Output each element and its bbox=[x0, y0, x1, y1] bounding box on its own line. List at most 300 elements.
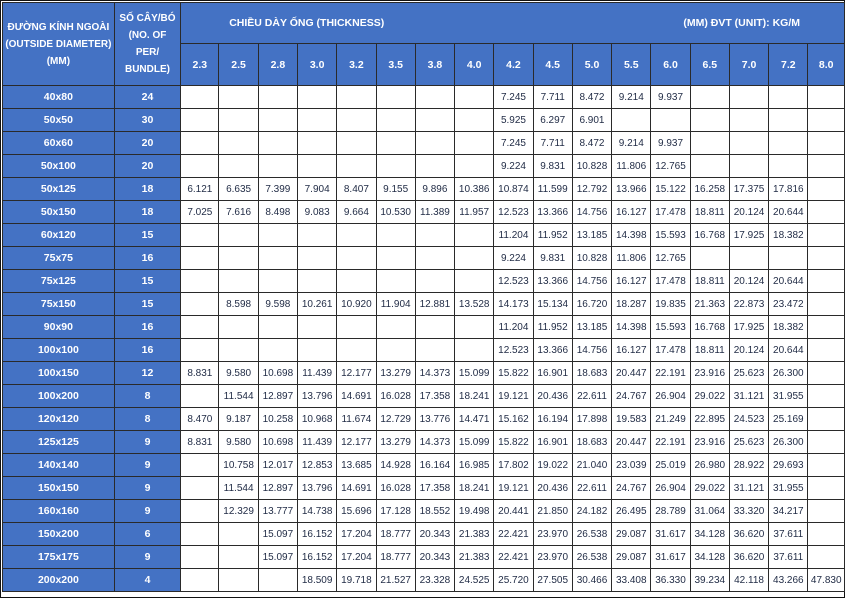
weight-cell: 29.087 bbox=[612, 523, 651, 546]
weight-cell: 13.685 bbox=[337, 454, 376, 477]
weight-cell: 13.796 bbox=[298, 385, 337, 408]
weight-cell: 21.363 bbox=[690, 293, 729, 316]
weight-cell: 22.191 bbox=[651, 362, 690, 385]
weight-cell: 8.831 bbox=[181, 362, 219, 385]
weight-cell bbox=[219, 155, 258, 178]
weight-cell bbox=[258, 569, 297, 592]
bundle-count-header-line: (NO. OF bbox=[128, 30, 167, 41]
weight-cell: 12.177 bbox=[337, 431, 376, 454]
table-row bbox=[3, 293, 845, 316]
weight-cell bbox=[729, 109, 768, 132]
weight-cell bbox=[219, 132, 258, 155]
thickness-title-cell bbox=[181, 3, 845, 44]
weight-cell: 21.383 bbox=[455, 546, 494, 569]
weight-cell bbox=[298, 224, 337, 247]
weight-cell: 9.187 bbox=[219, 408, 258, 431]
weight-cell bbox=[298, 270, 337, 293]
weight-cell bbox=[337, 86, 376, 109]
weight-cell: 8.831 bbox=[181, 431, 219, 454]
weight-cell: 9.896 bbox=[415, 178, 454, 201]
weight-cell bbox=[769, 247, 808, 270]
weight-cell: 15.822 bbox=[494, 431, 533, 454]
bundle-count-cell: 6 bbox=[114, 523, 180, 546]
weight-cell: 17.375 bbox=[729, 178, 768, 201]
weight-cell: 11.204 bbox=[494, 224, 533, 247]
weight-cell: 9.664 bbox=[337, 201, 376, 224]
weight-cell bbox=[181, 454, 219, 477]
weight-cell bbox=[181, 546, 219, 569]
weight-cell bbox=[298, 247, 337, 270]
weight-cell: 17.358 bbox=[415, 477, 454, 500]
weight-cell: 18.552 bbox=[415, 500, 454, 523]
thickness-column-header: 4.5 bbox=[533, 44, 572, 86]
weight-cell: 12.853 bbox=[298, 454, 337, 477]
weight-cell: 12.897 bbox=[258, 477, 297, 500]
weight-cell bbox=[181, 224, 219, 247]
weight-cell bbox=[376, 155, 415, 178]
bundle-count-cell: 9 bbox=[114, 546, 180, 569]
bundle-count-cell: 8 bbox=[114, 385, 180, 408]
weight-cell bbox=[415, 247, 454, 270]
weight-cell: 13.528 bbox=[455, 293, 494, 316]
weight-cell: 12.729 bbox=[376, 408, 415, 431]
bundle-count-cell: 30 bbox=[114, 109, 180, 132]
weight-cell: 10.698 bbox=[258, 431, 297, 454]
weight-cell: 36.330 bbox=[651, 569, 690, 592]
weight-cell: 14.398 bbox=[612, 224, 651, 247]
weight-cell: 19.121 bbox=[494, 385, 533, 408]
bundle-count-cell: 9 bbox=[114, 500, 180, 523]
weight-cell: 12.897 bbox=[258, 385, 297, 408]
weight-cell: 17.816 bbox=[769, 178, 808, 201]
weight-cell: 20.124 bbox=[729, 201, 768, 224]
weight-cell bbox=[769, 155, 808, 178]
weight-cell: 17.204 bbox=[337, 523, 376, 546]
weight-cell: 12.881 bbox=[415, 293, 454, 316]
thickness-column-header: 6.5 bbox=[690, 44, 729, 86]
weight-cell: 15.593 bbox=[651, 224, 690, 247]
bundle-count-cell: 16 bbox=[114, 339, 180, 362]
outside-diameter-cell: 50x50 bbox=[3, 109, 115, 132]
weight-cell bbox=[769, 132, 808, 155]
weight-cell: 15.822 bbox=[494, 362, 533, 385]
weight-cell: 10.698 bbox=[258, 362, 297, 385]
weight-cell: 20.436 bbox=[533, 385, 572, 408]
outside-diameter-cell: 150x200 bbox=[3, 523, 115, 546]
weight-cell: 13.185 bbox=[572, 224, 611, 247]
weight-cell: 19.022 bbox=[533, 454, 572, 477]
table-row bbox=[3, 408, 845, 431]
outside-diameter-cell: 50x100 bbox=[3, 155, 115, 178]
weight-cell: 18.683 bbox=[572, 431, 611, 454]
weight-cell: 39.234 bbox=[690, 569, 729, 592]
weight-cell bbox=[219, 339, 258, 362]
weight-cell: 17.925 bbox=[729, 224, 768, 247]
weight-cell bbox=[219, 523, 258, 546]
weight-cell: 22.611 bbox=[572, 385, 611, 408]
weight-cell bbox=[337, 247, 376, 270]
weight-cell: 10.530 bbox=[376, 201, 415, 224]
weight-cell bbox=[258, 109, 297, 132]
weight-cell bbox=[415, 86, 454, 109]
bundle-count-cell: 16 bbox=[114, 247, 180, 270]
weight-cell: 22.895 bbox=[690, 408, 729, 431]
thickness-column-header: 4.0 bbox=[455, 44, 494, 86]
weight-cell bbox=[181, 247, 219, 270]
weight-cell bbox=[415, 155, 454, 178]
bundle-count-cell: 15 bbox=[114, 270, 180, 293]
weight-cell: 11.544 bbox=[219, 385, 258, 408]
weight-cell: 14.756 bbox=[572, 201, 611, 224]
weight-cell bbox=[376, 316, 415, 339]
weight-cell: 16.152 bbox=[298, 546, 337, 569]
weight-cell: 16.152 bbox=[298, 523, 337, 546]
weight-cell: 26.300 bbox=[769, 431, 808, 454]
outside-diameter-cell: 40x80 bbox=[3, 86, 115, 109]
weight-cell bbox=[690, 86, 729, 109]
weight-cell bbox=[376, 224, 415, 247]
weight-cell: 17.128 bbox=[376, 500, 415, 523]
weight-cell bbox=[258, 316, 297, 339]
table-row bbox=[3, 500, 845, 523]
weight-cell: 13.366 bbox=[533, 270, 572, 293]
thickness-column-header: 5.0 bbox=[572, 44, 611, 86]
weight-cell: 16.028 bbox=[376, 477, 415, 500]
weight-cell: 20.436 bbox=[533, 477, 572, 500]
weight-cell bbox=[337, 316, 376, 339]
thickness-title: CHIỀU DÀY ỐNG (THICKNESS) bbox=[229, 17, 385, 29]
weight-cell bbox=[181, 569, 219, 592]
thickness-column-header: 7.2 bbox=[769, 44, 808, 86]
weight-cell bbox=[808, 293, 845, 316]
outside-diameter-cell: 75x125 bbox=[3, 270, 115, 293]
table-row bbox=[3, 431, 845, 454]
weight-cell: 13.279 bbox=[376, 431, 415, 454]
weight-cell: 18.287 bbox=[612, 293, 651, 316]
outside-diameter-cell: 60x120 bbox=[3, 224, 115, 247]
weight-cell: 47.830 bbox=[808, 569, 845, 592]
weight-cell bbox=[455, 270, 494, 293]
weight-cell: 16.901 bbox=[533, 362, 572, 385]
weight-cell: 29.022 bbox=[690, 385, 729, 408]
weight-cell bbox=[219, 224, 258, 247]
weight-cell bbox=[181, 339, 219, 362]
weight-cell bbox=[258, 224, 297, 247]
weight-cell: 15.122 bbox=[651, 178, 690, 201]
weight-cell: 10.758 bbox=[219, 454, 258, 477]
weight-cell: 11.439 bbox=[298, 431, 337, 454]
weight-cell: 7.711 bbox=[533, 132, 572, 155]
weight-cell: 10.258 bbox=[258, 408, 297, 431]
weight-cell: 20.441 bbox=[494, 500, 533, 523]
bundle-count-cell: 9 bbox=[114, 431, 180, 454]
weight-cell: 13.279 bbox=[376, 362, 415, 385]
weight-cell: 14.373 bbox=[415, 362, 454, 385]
weight-cell: 23.039 bbox=[612, 454, 651, 477]
weight-cell: 14.756 bbox=[572, 339, 611, 362]
weight-cell: 20.644 bbox=[769, 270, 808, 293]
weight-cell bbox=[219, 316, 258, 339]
weight-cell: 31.617 bbox=[651, 546, 690, 569]
weight-cell bbox=[181, 316, 219, 339]
thickness-column-header: 5.5 bbox=[612, 44, 651, 86]
weight-cell: 31.121 bbox=[729, 385, 768, 408]
weight-cell: 16.258 bbox=[690, 178, 729, 201]
weight-cell: 6.901 bbox=[572, 109, 611, 132]
table-row bbox=[3, 523, 845, 546]
weight-cell: 11.806 bbox=[612, 247, 651, 270]
weight-cell: 19.718 bbox=[337, 569, 376, 592]
weight-cell: 26.538 bbox=[572, 546, 611, 569]
table-row bbox=[3, 224, 845, 247]
weight-cell: 16.194 bbox=[533, 408, 572, 431]
weight-cell: 9.580 bbox=[219, 362, 258, 385]
weight-cell: 13.366 bbox=[533, 339, 572, 362]
thickness-column-header: 4.2 bbox=[494, 44, 533, 86]
weight-cell bbox=[181, 86, 219, 109]
unit-note: (MM) ĐVT (UNIT): KG/M bbox=[683, 17, 800, 29]
weight-cell bbox=[181, 385, 219, 408]
weight-cell bbox=[415, 109, 454, 132]
weight-table bbox=[2, 2, 845, 592]
weight-cell bbox=[219, 247, 258, 270]
weight-cell: 12.017 bbox=[258, 454, 297, 477]
table-row bbox=[3, 362, 845, 385]
weight-cell: 20.644 bbox=[769, 201, 808, 224]
outside-diameter-cell: 60x60 bbox=[3, 132, 115, 155]
weight-cell: 16.127 bbox=[612, 339, 651, 362]
weight-cell: 16.028 bbox=[376, 385, 415, 408]
weight-cell bbox=[298, 109, 337, 132]
outside-diameter-cell: 50x125 bbox=[3, 178, 115, 201]
weight-cell bbox=[181, 109, 219, 132]
weight-cell bbox=[612, 109, 651, 132]
weight-cell: 6.297 bbox=[533, 109, 572, 132]
weight-cell: 16.164 bbox=[415, 454, 454, 477]
weight-cell bbox=[729, 155, 768, 178]
bundle-count-cell: 8 bbox=[114, 408, 180, 431]
table-row bbox=[3, 247, 845, 270]
weight-cell bbox=[337, 109, 376, 132]
weight-cell: 14.373 bbox=[415, 431, 454, 454]
weight-cell bbox=[415, 270, 454, 293]
weight-cell: 10.828 bbox=[572, 247, 611, 270]
outside-diameter-cell: 200x200 bbox=[3, 569, 115, 592]
weight-cell: 13.776 bbox=[415, 408, 454, 431]
weight-cell bbox=[455, 316, 494, 339]
weight-cell: 25.720 bbox=[494, 569, 533, 592]
weight-cell: 9.214 bbox=[612, 132, 651, 155]
weight-cell: 8.498 bbox=[258, 201, 297, 224]
weight-cell: 14.756 bbox=[572, 270, 611, 293]
weight-cell: 9.580 bbox=[219, 431, 258, 454]
outside-diameter-cell: 90x90 bbox=[3, 316, 115, 339]
weight-cell: 17.478 bbox=[651, 201, 690, 224]
weight-cell: 22.191 bbox=[651, 431, 690, 454]
weight-cell: 18.811 bbox=[690, 339, 729, 362]
weight-cell bbox=[808, 132, 845, 155]
weight-cell: 12.329 bbox=[219, 500, 258, 523]
weight-cell bbox=[337, 339, 376, 362]
outside-diameter-cell: 100x100 bbox=[3, 339, 115, 362]
weight-cell: 36.620 bbox=[729, 546, 768, 569]
bundle-count-cell: 9 bbox=[114, 454, 180, 477]
weight-cell bbox=[337, 155, 376, 178]
bundle-count-cell: 9 bbox=[114, 477, 180, 500]
weight-cell: 21.040 bbox=[572, 454, 611, 477]
weight-cell bbox=[690, 247, 729, 270]
weight-cell bbox=[690, 155, 729, 178]
weight-cell bbox=[808, 362, 845, 385]
weight-cell bbox=[219, 86, 258, 109]
weight-cell: 29.087 bbox=[612, 546, 651, 569]
weight-cell bbox=[690, 132, 729, 155]
weight-cell bbox=[415, 132, 454, 155]
weight-cell: 13.777 bbox=[258, 500, 297, 523]
weight-cell: 7.245 bbox=[494, 132, 533, 155]
weight-cell: 25.019 bbox=[651, 454, 690, 477]
bundle-count-cell: 15 bbox=[114, 293, 180, 316]
weight-cell bbox=[219, 270, 258, 293]
weight-cell: 9.937 bbox=[651, 132, 690, 155]
weight-cell bbox=[808, 109, 845, 132]
weight-cell: 19.498 bbox=[455, 500, 494, 523]
weight-cell: 28.922 bbox=[729, 454, 768, 477]
outside-diameter-cell: 175x175 bbox=[3, 546, 115, 569]
outside-diameter-cell: 160x160 bbox=[3, 500, 115, 523]
weight-cell: 37.611 bbox=[769, 546, 808, 569]
weight-cell bbox=[808, 155, 845, 178]
weight-cell: 36.620 bbox=[729, 523, 768, 546]
weight-cell: 12.177 bbox=[337, 362, 376, 385]
weight-cell: 19.121 bbox=[494, 477, 533, 500]
weight-cell bbox=[337, 270, 376, 293]
weight-cell bbox=[808, 86, 845, 109]
outside-diameter-header-line: (OUTSIDE DIAMETER) bbox=[5, 38, 112, 50]
weight-cell: 24.767 bbox=[612, 385, 651, 408]
outside-diameter-cell: 50x150 bbox=[3, 201, 115, 224]
weight-cell: 34.217 bbox=[769, 500, 808, 523]
outside-diameter-cell: 75x75 bbox=[3, 247, 115, 270]
table-row bbox=[3, 86, 845, 109]
weight-cell: 18.777 bbox=[376, 546, 415, 569]
table-row bbox=[3, 454, 845, 477]
thickness-column-header: 3.5 bbox=[376, 44, 415, 86]
weight-cell bbox=[298, 86, 337, 109]
weight-cell: 13.796 bbox=[298, 477, 337, 500]
weight-cell: 11.952 bbox=[533, 316, 572, 339]
weight-cell: 24.182 bbox=[572, 500, 611, 523]
weight-cell bbox=[298, 316, 337, 339]
weight-cell: 17.898 bbox=[572, 408, 611, 431]
weight-cell: 23.916 bbox=[690, 362, 729, 385]
weight-cell: 23.472 bbox=[769, 293, 808, 316]
weight-cell: 9.224 bbox=[494, 247, 533, 270]
bundle-count-cell: 18 bbox=[114, 178, 180, 201]
weight-cell: 15.097 bbox=[258, 523, 297, 546]
outside-diameter-cell: 125x125 bbox=[3, 431, 115, 454]
weight-cell: 19.583 bbox=[612, 408, 651, 431]
weight-cell: 14.471 bbox=[455, 408, 494, 431]
weight-cell: 10.261 bbox=[298, 293, 337, 316]
weight-cell bbox=[181, 293, 219, 316]
weight-cell: 15.162 bbox=[494, 408, 533, 431]
weight-cell bbox=[258, 132, 297, 155]
weight-cell: 14.928 bbox=[376, 454, 415, 477]
weight-cell: 12.523 bbox=[494, 201, 533, 224]
weight-cell: 10.828 bbox=[572, 155, 611, 178]
weight-cell bbox=[651, 109, 690, 132]
weight-cell bbox=[337, 224, 376, 247]
outside-diameter-header-line: (MM) bbox=[46, 55, 71, 67]
weight-cell bbox=[258, 247, 297, 270]
weight-cell: 26.904 bbox=[651, 477, 690, 500]
weight-cell: 29.693 bbox=[769, 454, 808, 477]
weight-cell bbox=[258, 86, 297, 109]
weight-cell: 42.118 bbox=[729, 569, 768, 592]
weight-cell: 14.691 bbox=[337, 477, 376, 500]
weight-cell bbox=[298, 339, 337, 362]
weight-cell: 31.121 bbox=[729, 477, 768, 500]
weight-cell: 31.955 bbox=[769, 385, 808, 408]
bundle-count-cell: 12 bbox=[114, 362, 180, 385]
weight-cell: 22.421 bbox=[494, 523, 533, 546]
outside-diameter-header bbox=[3, 3, 115, 86]
bundle-count-header-line: SỐ CÂY/BÓ bbox=[119, 13, 176, 24]
weight-cell bbox=[376, 339, 415, 362]
table-row bbox=[3, 155, 845, 178]
weight-cell: 11.806 bbox=[612, 155, 651, 178]
weight-cell bbox=[181, 477, 219, 500]
table-row bbox=[3, 339, 845, 362]
weight-cell: 15.593 bbox=[651, 316, 690, 339]
table-row bbox=[3, 132, 845, 155]
outside-diameter-cell: 75x150 bbox=[3, 293, 115, 316]
table-row bbox=[3, 477, 845, 500]
weight-cell: 7.616 bbox=[219, 201, 258, 224]
weight-cell: 16.985 bbox=[455, 454, 494, 477]
weight-cell: 9.083 bbox=[298, 201, 337, 224]
weight-cell: 22.611 bbox=[572, 477, 611, 500]
weight-cell: 30.466 bbox=[572, 569, 611, 592]
weight-cell bbox=[258, 155, 297, 178]
weight-cell: 6.635 bbox=[219, 178, 258, 201]
weight-cell: 16.127 bbox=[612, 270, 651, 293]
weight-cell bbox=[769, 109, 808, 132]
weight-cell: 7.025 bbox=[181, 201, 219, 224]
weight-cell: 16.720 bbox=[572, 293, 611, 316]
weight-cell: 11.904 bbox=[376, 293, 415, 316]
weight-cell bbox=[455, 132, 494, 155]
weight-cell: 20.447 bbox=[612, 431, 651, 454]
weight-cell: 7.399 bbox=[258, 178, 297, 201]
weight-cell bbox=[455, 86, 494, 109]
weight-cell: 20.343 bbox=[415, 546, 454, 569]
weight-cell: 18.382 bbox=[769, 224, 808, 247]
weight-cell: 12.765 bbox=[651, 155, 690, 178]
weight-cell: 7.711 bbox=[533, 86, 572, 109]
weight-cell: 6.121 bbox=[181, 178, 219, 201]
outside-diameter-cell: 100x200 bbox=[3, 385, 115, 408]
weight-cell: 9.831 bbox=[533, 247, 572, 270]
weight-cell: 12.523 bbox=[494, 270, 533, 293]
weight-cell: 26.538 bbox=[572, 523, 611, 546]
weight-cell bbox=[219, 109, 258, 132]
weight-cell: 23.916 bbox=[690, 431, 729, 454]
table-row bbox=[3, 201, 845, 224]
weight-cell bbox=[258, 339, 297, 362]
weight-cell bbox=[181, 155, 219, 178]
